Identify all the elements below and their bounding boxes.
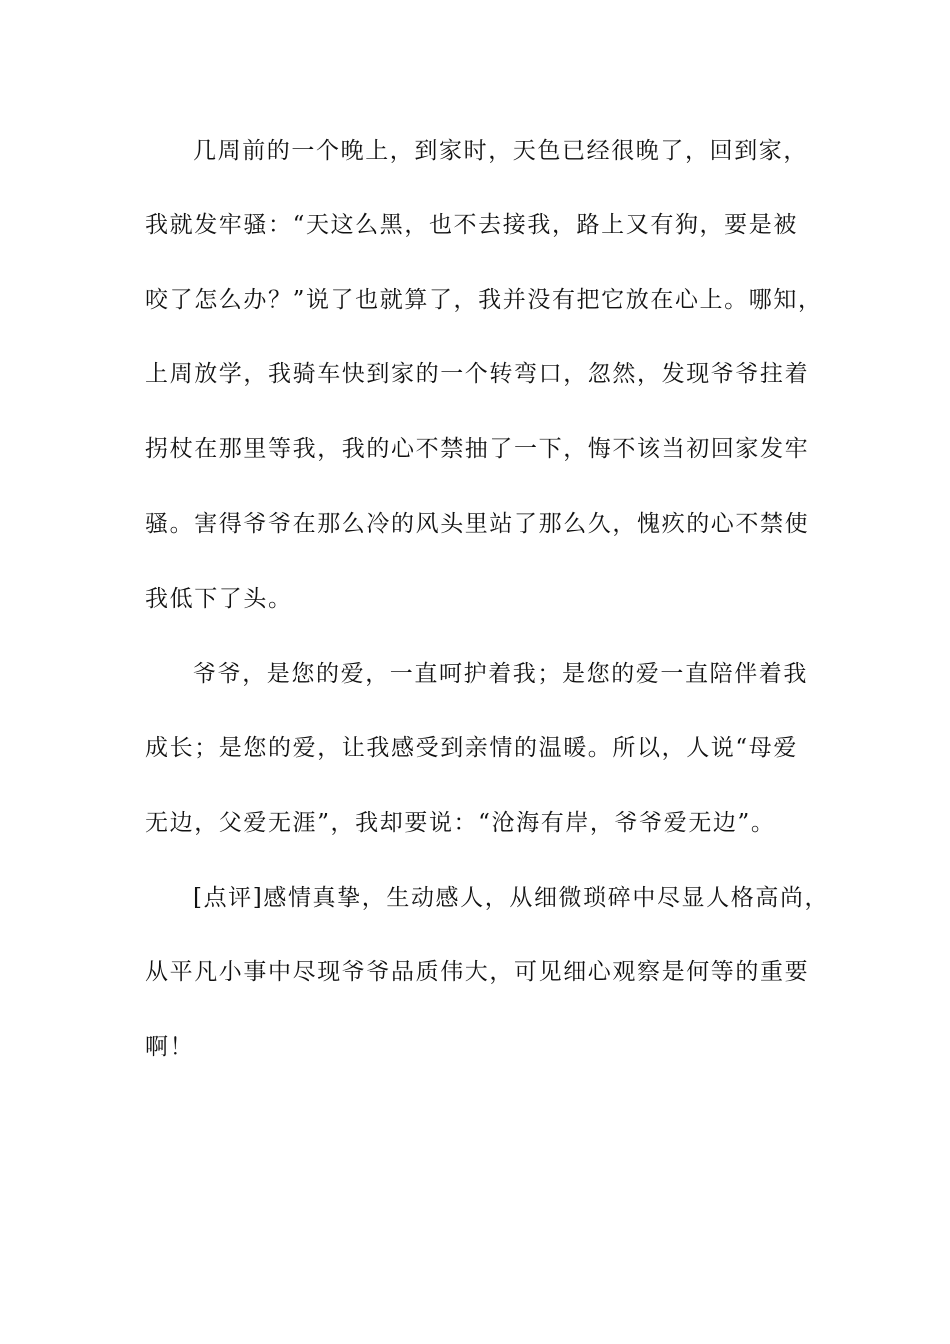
paragraph-1-line-7: 我低下了头。: [145, 586, 293, 612]
paragraph-1-line-6: 骚。害得爷爷在那么冷的风头里站了那么久，愧疚的心不禁使: [145, 511, 810, 537]
paragraph-1-line-3: 咬了怎么办？”说了也就算了，我并没有把它放在心上。哪知，: [145, 287, 823, 313]
paragraph-1-line-2: 我就发牢骚：“天这么黑，也不去接我，路上又有狗，要是被: [145, 212, 798, 238]
paragraph-2-line-3: 无边，父爱无涯”，我却要说：“沧海有岸，爷爷爱无边”。: [145, 810, 776, 836]
paragraph-2-line-1: 爷爷，是您的爱，一直呵护着我；是您的爱一直陪伴着我: [193, 661, 808, 687]
paragraph-3-line-2: 从平凡小事中尽现爷爷品质伟大，可见细心观察是何等的重要: [145, 959, 810, 985]
paragraph-1-line-1: 几周前的一个晚上，到家时，天色已经很晚了，回到家，: [193, 138, 808, 164]
paragraph-2-line-2: 成长；是您的爱，让我感受到亲情的温暖。所以，人说“母爱: [145, 735, 798, 761]
paragraph-1-line-4: 上周放学，我骑车快到家的一个转弯口，忽然，发现爷爷拄着: [145, 361, 810, 387]
paragraph-3-line-1: [点评]感情真挚，生动感人，从细微琐碎中尽显人格高尚，: [193, 885, 830, 911]
paragraph-1-line-5: 拐杖在那里等我，我的心不禁抽了一下，悔不该当初回家发牢: [145, 436, 810, 462]
paragraph-3-line-3: 啊！: [145, 1034, 195, 1060]
